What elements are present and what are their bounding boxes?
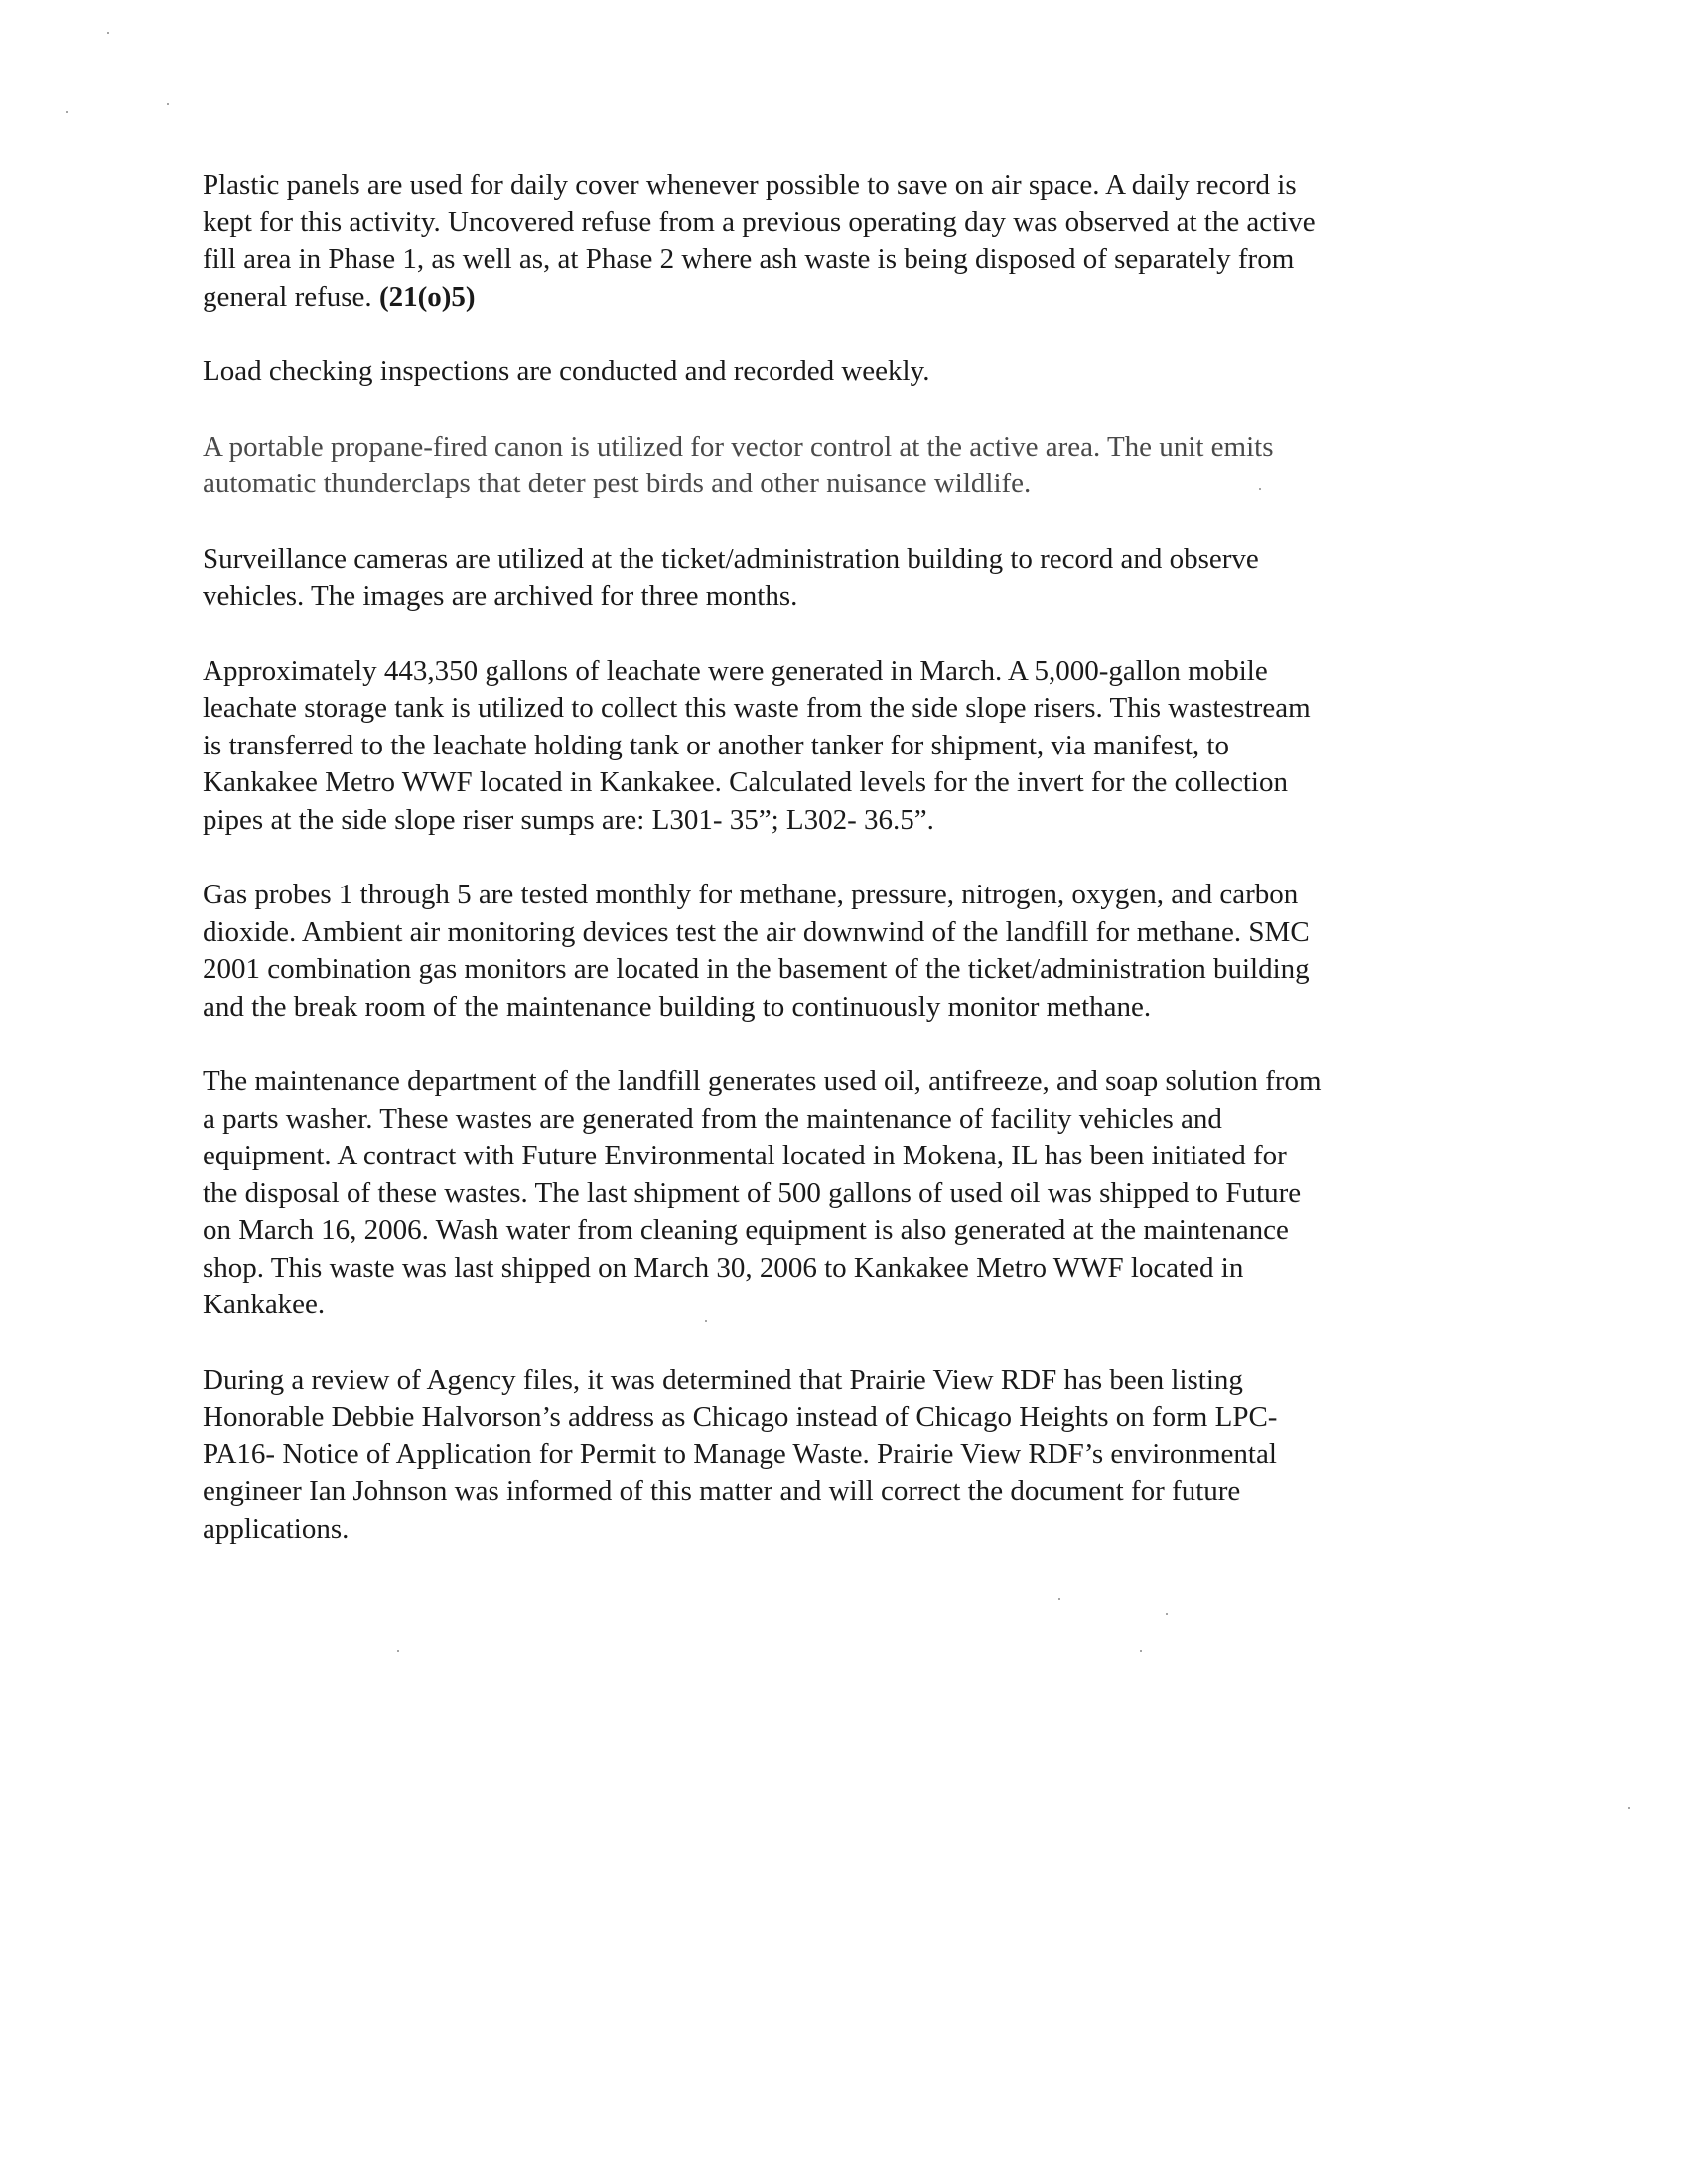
- scan-speck: [1628, 1807, 1630, 1809]
- text-line: Surveillance cameras are utilized at the ticket/administration building to record and observe: [203, 542, 1259, 575]
- text-line: automatic thunderclaps that deter pest birds and other nuisance wildlife.: [203, 468, 1032, 499]
- text-segment: general refuse.: [203, 280, 372, 313]
- scan-speck: [397, 1650, 399, 1652]
- text-line: leachate storage tank is utilized to collect this waste from the side slope risers. This wastestream: [203, 692, 1311, 724]
- document-body: [203, 167, 1493, 1585]
- text-line: The maintenance department of the landfill generates used oil, antifreeze, and soap solution from: [203, 1065, 1322, 1097]
- scan-speck: [66, 111, 68, 113]
- text-line: a parts washer. These wastes are generated from the maintenance of facility vehicles and: [203, 1102, 1222, 1135]
- scan-speck: [107, 32, 109, 34]
- text-line: fill area in Phase 1, as well as, at Phase 2 where ash waste is being disposed of separately from: [203, 243, 1295, 275]
- paragraph-maintenance: [203, 1063, 1493, 1324]
- text-line-with-citation: [203, 279, 1493, 317]
- regulation-citation: (21(o)5): [378, 280, 476, 313]
- text-line: Plastic panels are used for daily cover whenever possible to save on air space. A daily record is: [203, 169, 1297, 201]
- paragraph-load-checking: [203, 353, 1493, 391]
- text-line: applications.: [203, 1512, 350, 1545]
- text-line: During a review of Agency files, it was determined that Prairie View RDF has been listing: [203, 1363, 1243, 1396]
- paragraph-surveillance: [203, 541, 1493, 615]
- text-line: on March 16, 2006. Wash water from cleaning equipment is also generated at the maintenance: [203, 1214, 1289, 1246]
- text-line: Kankakee.: [203, 1289, 326, 1320]
- text-line: shop. This waste was last shipped on March 30, 2006 to Kankakee Metro WWF located in: [203, 1251, 1244, 1284]
- paragraph-agency-review: [203, 1362, 1493, 1549]
- text-line: Kankakee Metro WWF located in Kankakee. Calculated levels for the invert for the collection: [203, 766, 1288, 798]
- text-line: Load checking inspections are conducted and recorded weekly.: [203, 355, 930, 387]
- paragraph-vector-control: [203, 429, 1493, 503]
- text-line: and the break room of the maintenance building to continuously monitor methane.: [203, 990, 1152, 1023]
- text-line: is transferred to the leachate holding tank or another tanker for shipment, via manifest, to: [203, 729, 1229, 761]
- text-line: pipes at the side slope riser sumps are: L301- 35”; L302- 36.5”.: [203, 803, 934, 836]
- text-line: Gas probes 1 through 5 are tested monthly for methane, pressure, nitrogen, oxygen, and carbon: [203, 879, 1299, 910]
- scan-speck: [1058, 1598, 1060, 1600]
- text-line: Approximately 443,350 gallons of leachate were generated in March. A 5,000-gallon mobile: [203, 654, 1268, 687]
- paragraph-leachate: [203, 653, 1493, 840]
- text-line: equipment. A contract with Future Environmental located in Mokena, IL has been initiated for: [203, 1140, 1287, 1171]
- scan-speck: [1166, 1613, 1168, 1615]
- scan-speck: [167, 103, 169, 105]
- text-line: engineer Ian Johnson was informed of this matter and will correct the document for future: [203, 1475, 1241, 1507]
- text-line: dioxide. Ambient air monitoring devices test the air downwind of the landfill for methane. SMC: [203, 915, 1310, 948]
- text-line: kept for this activity. Uncovered refuse from a previous operating day was observed at the active: [203, 205, 1316, 238]
- paragraph-daily-cover: [203, 167, 1493, 316]
- text-line: A portable propane-fired canon is utilized for vector control at the active area. The unit emits: [203, 430, 1274, 463]
- text-line: PA16- Notice of Application for Permit to Manage Waste. Prairie View RDF’s environmental: [203, 1437, 1277, 1470]
- text-line: 2001 combination gas monitors are located in the basement of the ticket/administration building: [203, 953, 1310, 985]
- scan-speck: [1140, 1650, 1142, 1652]
- text-line: Honorable Debbie Halvorson’s address as Chicago instead of Chicago Heights on form LPC-: [203, 1401, 1278, 1433]
- text-line: the disposal of these wastes. The last shipment of 500 gallons of used oil was shipped to Future: [203, 1176, 1302, 1209]
- text-line: vehicles. The images are archived for three months.: [203, 580, 798, 612]
- paragraph-gas-probes: [203, 877, 1493, 1025]
